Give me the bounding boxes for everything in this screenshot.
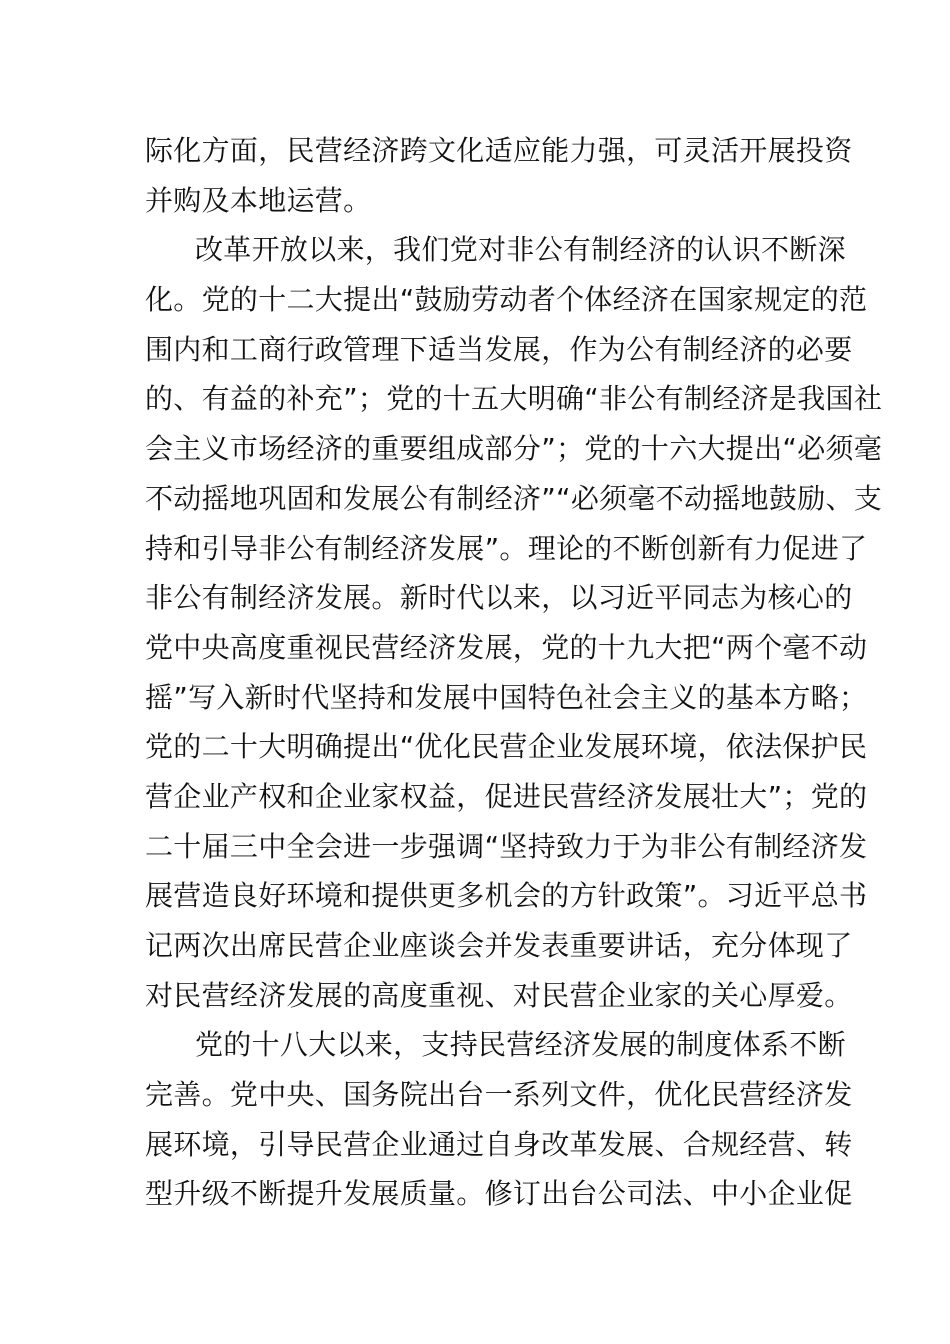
text-line: 持和引导非公有制经济发展”。理论的不断创新有力促进了: [145, 531, 868, 565]
text-line: 不动摇地巩固和发展公有制经济”“必须毫不动摇地鼓励、支: [145, 481, 883, 515]
text-line: 党的二十大明确提出“优化民营企业发展环境，依法保护民: [145, 730, 868, 764]
text-line: 化。党的十二大提出“鼓励劳动者个体经济在国家规定的范: [145, 283, 868, 317]
text-line: 记两次出席民营企业座谈会并发表重要讲话，充分体现了: [145, 929, 853, 962]
text-line: 摇”写入新时代坚持和发展中国特色社会主义的基本方略；: [145, 680, 868, 714]
text-line: 型升级不断提升发展质量。修订出台公司法、中小企业促: [145, 1177, 853, 1211]
text-line: 展环境，引导民营企业通过自身改革发展、合规经营、转: [145, 1127, 853, 1161]
text-line: 对民营经济发展的高度重视、对民营企业家的关心厚爱。: [145, 978, 853, 1012]
text-line: 党中央高度重视民营经济发展，党的十九大把“两个毫不动: [145, 630, 868, 664]
text-line: 际化方面，民营经济跨文化适应能力强，可灵活开展投资: [145, 134, 853, 167]
paragraph-start-line: 党的十八大以来，支持民营经济发展的制度体系不断: [195, 1028, 846, 1062]
text-line: 完善。党中央、国务院出台一系列文件，优化民营经济发: [145, 1078, 853, 1112]
text-line: 非公有制经济发展。新时代以来，以习近平同志为核心的: [145, 581, 853, 615]
text-line: 的、有益的补充”；党的十五大明确“非公有制经济是我国社: [145, 382, 883, 416]
paragraph-start-line: 改革开放以来，我们党对非公有制经济的认识不断深: [195, 233, 846, 267]
text-line: 围内和工商行政管理下适当发展，作为公有制经济的必要: [145, 332, 853, 366]
text-line: 会主义市场经济的重要组成部分”；党的十六大提出“必须毫: [145, 432, 883, 466]
text-line: 展营造良好环境和提供更多机会的方针政策”。习近平总书: [145, 879, 868, 913]
text-line: 并购及本地运营。: [145, 183, 372, 217]
body-text: [145, 126, 883, 1219]
text-line: 二十届三中全会进一步强调“坚持致力于为非公有制经济发: [145, 829, 868, 863]
text-line: 营企业产权和企业家权益，促进民营经济发展壮大”；党的: [145, 779, 868, 813]
